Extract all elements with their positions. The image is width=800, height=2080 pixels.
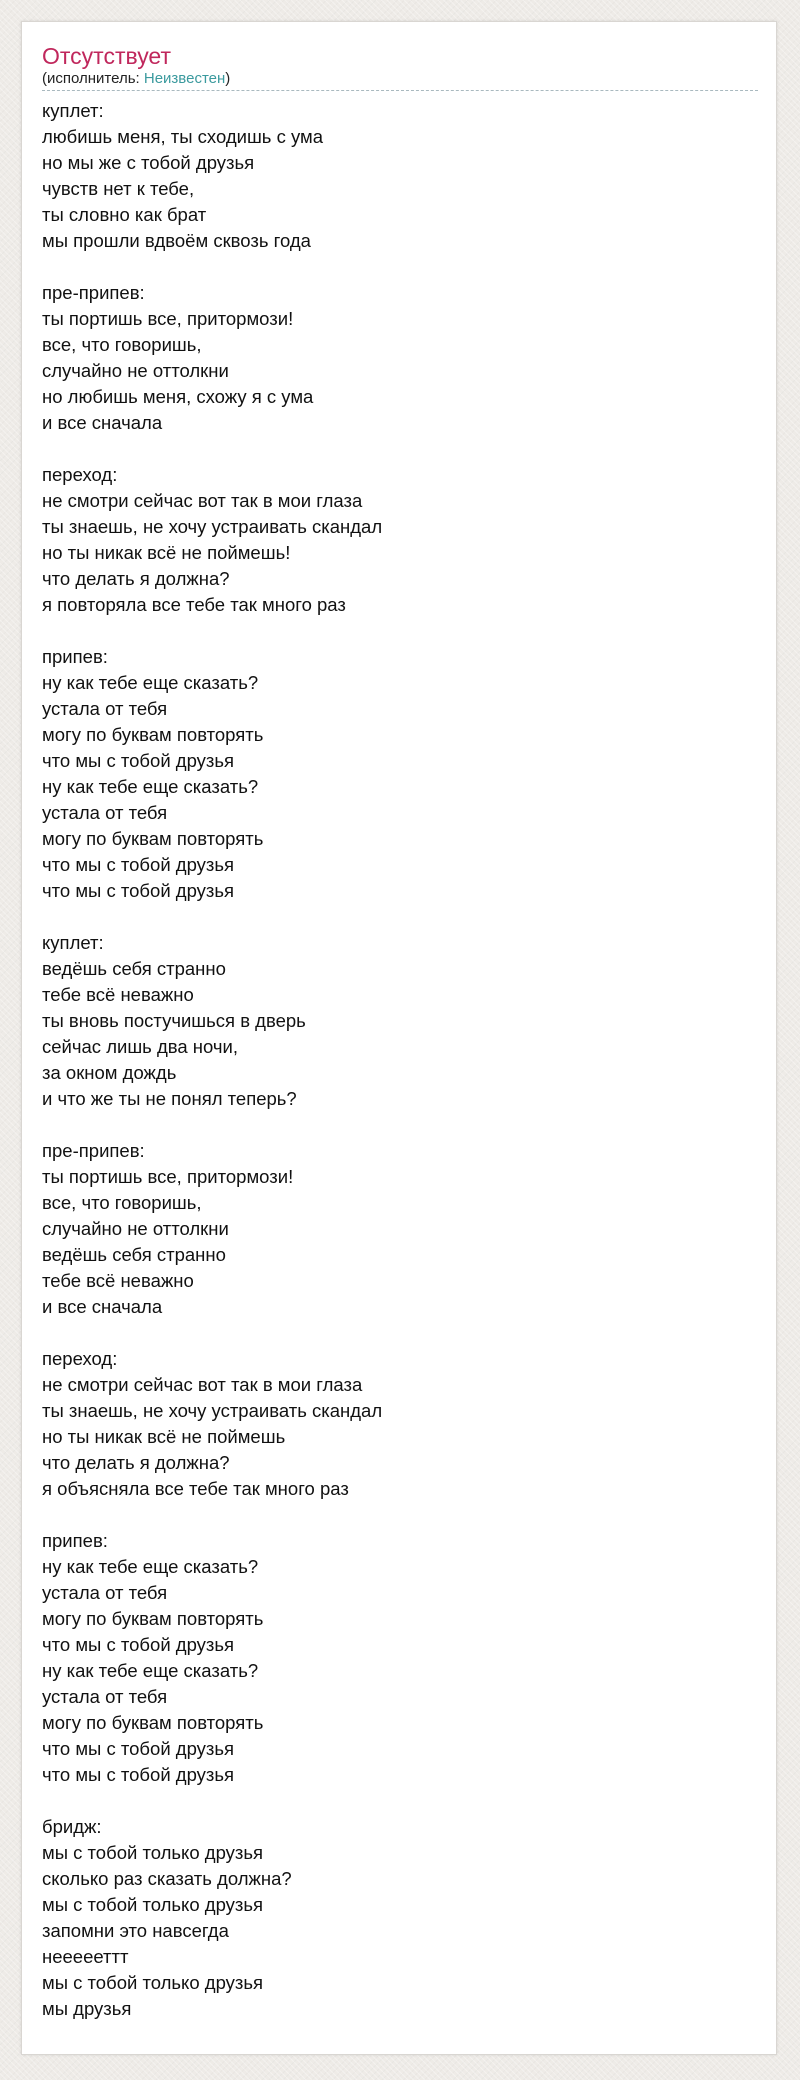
lyric-line: ведёшь себя странно bbox=[42, 958, 226, 979]
lyric-line: ну как тебе еще сказать? bbox=[42, 672, 259, 693]
lyric-line: я объясняла все тебе так много раз bbox=[42, 1478, 349, 1499]
lyric-line: любишь меня, ты сходишь с ума bbox=[42, 126, 324, 147]
lyric-line: ты портишь все, притормози! bbox=[42, 308, 294, 329]
lyric-line: за окном дождь bbox=[42, 1062, 177, 1083]
lyric-line: что делать я должна? bbox=[42, 568, 230, 589]
lyrics-stanza bbox=[42, 644, 758, 904]
stanza-label: переход: bbox=[42, 464, 118, 485]
lyric-line: ты словно как брат bbox=[42, 204, 207, 225]
lyrics-stanza bbox=[42, 1346, 758, 1502]
lyric-line: но мы же с тобой друзья bbox=[42, 152, 255, 173]
lyric-line: сколько раз сказать должна? bbox=[42, 1868, 292, 1889]
lyrics-stanza bbox=[42, 930, 758, 1112]
lyric-line: и все сначала bbox=[42, 412, 163, 433]
lyric-line: ну как тебе еще сказать? bbox=[42, 1660, 259, 1681]
lyric-line: не смотри сейчас вот так в мои глаза bbox=[42, 490, 363, 511]
lyric-line: ты портишь все, притормози! bbox=[42, 1166, 294, 1187]
lyric-line: что мы с тобой друзья bbox=[42, 1634, 235, 1655]
lyrics-card bbox=[21, 21, 777, 2055]
lyrics-stanza bbox=[42, 1138, 758, 1320]
lyric-line: я повторяла все тебе так много раз bbox=[42, 594, 346, 615]
lyrics-stanza bbox=[42, 280, 758, 436]
artist-suffix: ) bbox=[225, 70, 231, 87]
lyric-line: устала от тебя bbox=[42, 698, 168, 719]
stanza-label: припев: bbox=[42, 646, 108, 667]
lyric-line: запомни это навсегда bbox=[42, 1920, 229, 1941]
lyrics-stanza bbox=[42, 462, 758, 618]
lyric-line: устала от тебя bbox=[42, 1582, 168, 1603]
lyrics-stanza bbox=[42, 98, 758, 254]
artist-link[interactable]: Неизвестен bbox=[143, 70, 226, 87]
lyric-line: что мы с тобой друзья bbox=[42, 1764, 235, 1785]
lyric-line: что делать я должна? bbox=[42, 1452, 230, 1473]
stanza-label: припев: bbox=[42, 1530, 108, 1551]
lyrics-stanza bbox=[42, 1528, 758, 1788]
lyric-line: и все сначала bbox=[42, 1296, 163, 1317]
lyric-line: и что же ты не понял теперь? bbox=[42, 1088, 297, 1109]
lyric-line: чувств нет к тебе, bbox=[42, 178, 195, 199]
artist-prefix: (исполнитель: bbox=[42, 70, 144, 87]
lyric-line: мы с тобой только друзья bbox=[42, 1972, 264, 1993]
lyric-line: но ты никак всё не поймешь bbox=[42, 1426, 286, 1447]
lyric-line: что мы с тобой друзья bbox=[42, 750, 235, 771]
lyric-line: мы прошли вдвоём сквозь года bbox=[42, 230, 311, 251]
lyric-line: тебе всё неважно bbox=[42, 1270, 194, 1291]
lyric-line: все, что говоришь, bbox=[42, 334, 202, 355]
stanza-label: бридж: bbox=[42, 1816, 102, 1837]
lyric-line: не смотри сейчас вот так в мои глаза bbox=[42, 1374, 363, 1395]
lyric-line: могу по буквам повторять bbox=[42, 1712, 264, 1733]
lyric-line: ты знаешь, не хочу устраивать скандал bbox=[42, 1400, 383, 1421]
lyric-line: но любишь меня, схожу я с ума bbox=[42, 386, 314, 407]
lyric-line: устала от тебя bbox=[42, 1686, 168, 1707]
lyric-line: что мы с тобой друзья bbox=[42, 1738, 235, 1759]
lyric-line: могу по буквам повторять bbox=[42, 828, 264, 849]
lyrics-body bbox=[42, 98, 758, 2022]
lyric-line: что мы с тобой друзья bbox=[42, 854, 235, 875]
stanza-label: куплет: bbox=[42, 100, 104, 121]
lyric-line: могу по буквам повторять bbox=[42, 1608, 264, 1629]
lyric-line: сейчас лишь два ночи, bbox=[42, 1036, 238, 1057]
lyric-line: ты вновь постучишься в дверь bbox=[42, 1010, 306, 1031]
lyric-line: тебе всё неважно bbox=[42, 984, 194, 1005]
artist-line bbox=[42, 70, 758, 91]
lyric-line: ты знаешь, не хочу устраивать скандал bbox=[42, 516, 383, 537]
lyric-line: неееееттт bbox=[42, 1946, 129, 1967]
lyric-line: но ты никак всё не поймешь! bbox=[42, 542, 291, 563]
lyric-line: устала от тебя bbox=[42, 802, 168, 823]
stanza-label: пре-припев: bbox=[42, 1140, 145, 1161]
lyric-line: ну как тебе еще сказать? bbox=[42, 1556, 259, 1577]
lyric-line: случайно не оттолкни bbox=[42, 360, 229, 381]
lyric-line: случайно не оттолкни bbox=[42, 1218, 229, 1239]
lyric-line: ведёшь себя странно bbox=[42, 1244, 226, 1265]
stanza-label: переход: bbox=[42, 1348, 118, 1369]
lyric-line: что мы с тобой друзья bbox=[42, 880, 235, 901]
lyric-line: ну как тебе еще сказать? bbox=[42, 776, 259, 797]
stanza-label: куплет: bbox=[42, 932, 104, 953]
song-title: Отсутствует bbox=[42, 43, 171, 69]
lyrics-card-content bbox=[42, 42, 758, 2022]
lyric-line: мы с тобой только друзья bbox=[42, 1894, 264, 1915]
stanza-label: пре-припев: bbox=[42, 282, 145, 303]
lyric-line: все, что говоришь, bbox=[42, 1192, 202, 1213]
lyric-line: могу по буквам повторять bbox=[42, 724, 264, 745]
lyric-line: мы друзья bbox=[42, 1998, 132, 2019]
lyrics-stanza bbox=[42, 1814, 758, 2022]
lyric-line: мы с тобой только друзья bbox=[42, 1842, 264, 1863]
